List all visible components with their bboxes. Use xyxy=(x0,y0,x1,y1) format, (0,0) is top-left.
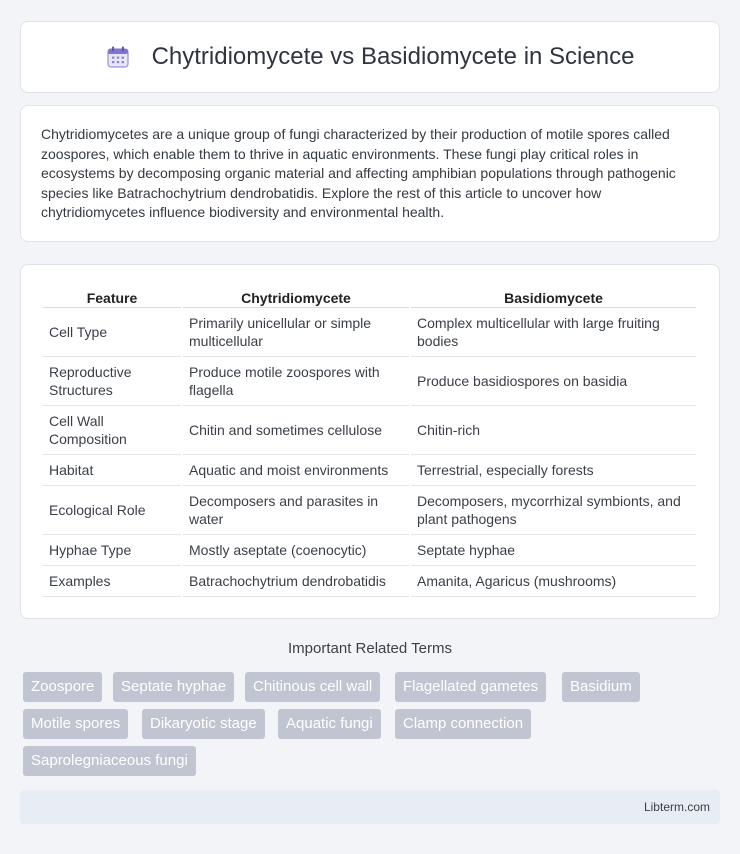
column-header: Basidiomycete xyxy=(411,285,696,308)
comparison-table-card xyxy=(20,264,720,619)
related-term-tag[interactable]: Dikaryotic stage xyxy=(142,709,265,739)
table-cell: Amanita, Agaricus (mushrooms) xyxy=(411,566,696,597)
table-row xyxy=(43,308,696,357)
footer-site-link[interactable]: Libterm.com xyxy=(643,800,710,814)
footer xyxy=(20,790,720,824)
table-cell: Batrachochytrium dendrobatidis xyxy=(183,566,409,597)
intro-card xyxy=(20,105,720,242)
related-term-tag[interactable]: Zoospore xyxy=(23,672,102,702)
table-cell: Cell Type xyxy=(43,308,181,357)
table-cell: Decomposers, mycorrhizal symbionts, and plant pathogens xyxy=(411,486,696,535)
related-term-tag[interactable]: Flagellated gametes xyxy=(395,672,546,702)
page-title: Chytridiomycete vs Basidiomycete in Science xyxy=(151,43,635,70)
table-header-row xyxy=(43,285,696,308)
related-term-tag[interactable]: Clamp connection xyxy=(395,709,531,739)
table-row xyxy=(43,455,696,486)
table-cell: Aquatic and moist environments xyxy=(183,455,409,486)
table-cell: Produce basidiospores on basidia xyxy=(411,357,696,406)
related-term-tag[interactable]: Basidium xyxy=(562,672,640,702)
table-cell: Habitat xyxy=(43,455,181,486)
table-row xyxy=(43,357,696,406)
comparison-table xyxy=(41,285,698,597)
table-cell: Ecological Role xyxy=(43,486,181,535)
related-terms-title: Important Related Terms xyxy=(288,640,452,657)
table-cell: Complex multicellular with large fruiting bodies xyxy=(411,308,696,357)
table-cell: Chitin and sometimes cellulose xyxy=(183,406,409,455)
table-cell: Mostly aseptate (coenocytic) xyxy=(183,535,409,566)
related-term-tag[interactable]: Motile spores xyxy=(23,709,128,739)
table-cell: Reproductive Structures xyxy=(43,357,181,406)
table-cell: Decomposers and parasites in water xyxy=(183,486,409,535)
intro-paragraph: Chytridiomycetes are a unique group of fungi characterized by their production of motile spores called zoospores, which enable them to thrive in aquatic environments. These fungi play critical roles in ecosystems by decomposing organic material and affecting amphibian populations through pathogenic species like Batrachochytrium dendrobatidis. Explore the rest of this article to uncover how chytridiomycetes influence biodiversity and environmental health. xyxy=(41,126,676,220)
table-cell: Primarily unicellular or simple multicellular xyxy=(183,308,409,357)
table-cell: Septate hyphae xyxy=(411,535,696,566)
column-header: Chytridiomycete xyxy=(183,285,409,308)
table-cell: Cell Wall Composition xyxy=(43,406,181,455)
column-header: Feature xyxy=(43,285,181,308)
table-cell: Terrestrial, especially forests xyxy=(411,455,696,486)
table-row xyxy=(43,406,696,455)
table-row xyxy=(43,535,696,566)
related-term-tag[interactable]: Septate hyphae xyxy=(113,672,234,702)
calendar-icon xyxy=(106,45,130,69)
table-cell: Produce motile zoospores with flagella xyxy=(183,357,409,406)
table-cell: Hyphae Type xyxy=(43,535,181,566)
table-row xyxy=(43,486,696,535)
table-row xyxy=(43,566,696,597)
table-cell: Chitin-rich xyxy=(411,406,696,455)
header-card xyxy=(20,21,720,93)
related-term-tag[interactable]: Chitinous cell wall xyxy=(245,672,380,702)
related-term-tag[interactable]: Saprolegniaceous fungi xyxy=(23,746,196,776)
table-cell: Examples xyxy=(43,566,181,597)
related-term-tag[interactable]: Aquatic fungi xyxy=(278,709,381,739)
